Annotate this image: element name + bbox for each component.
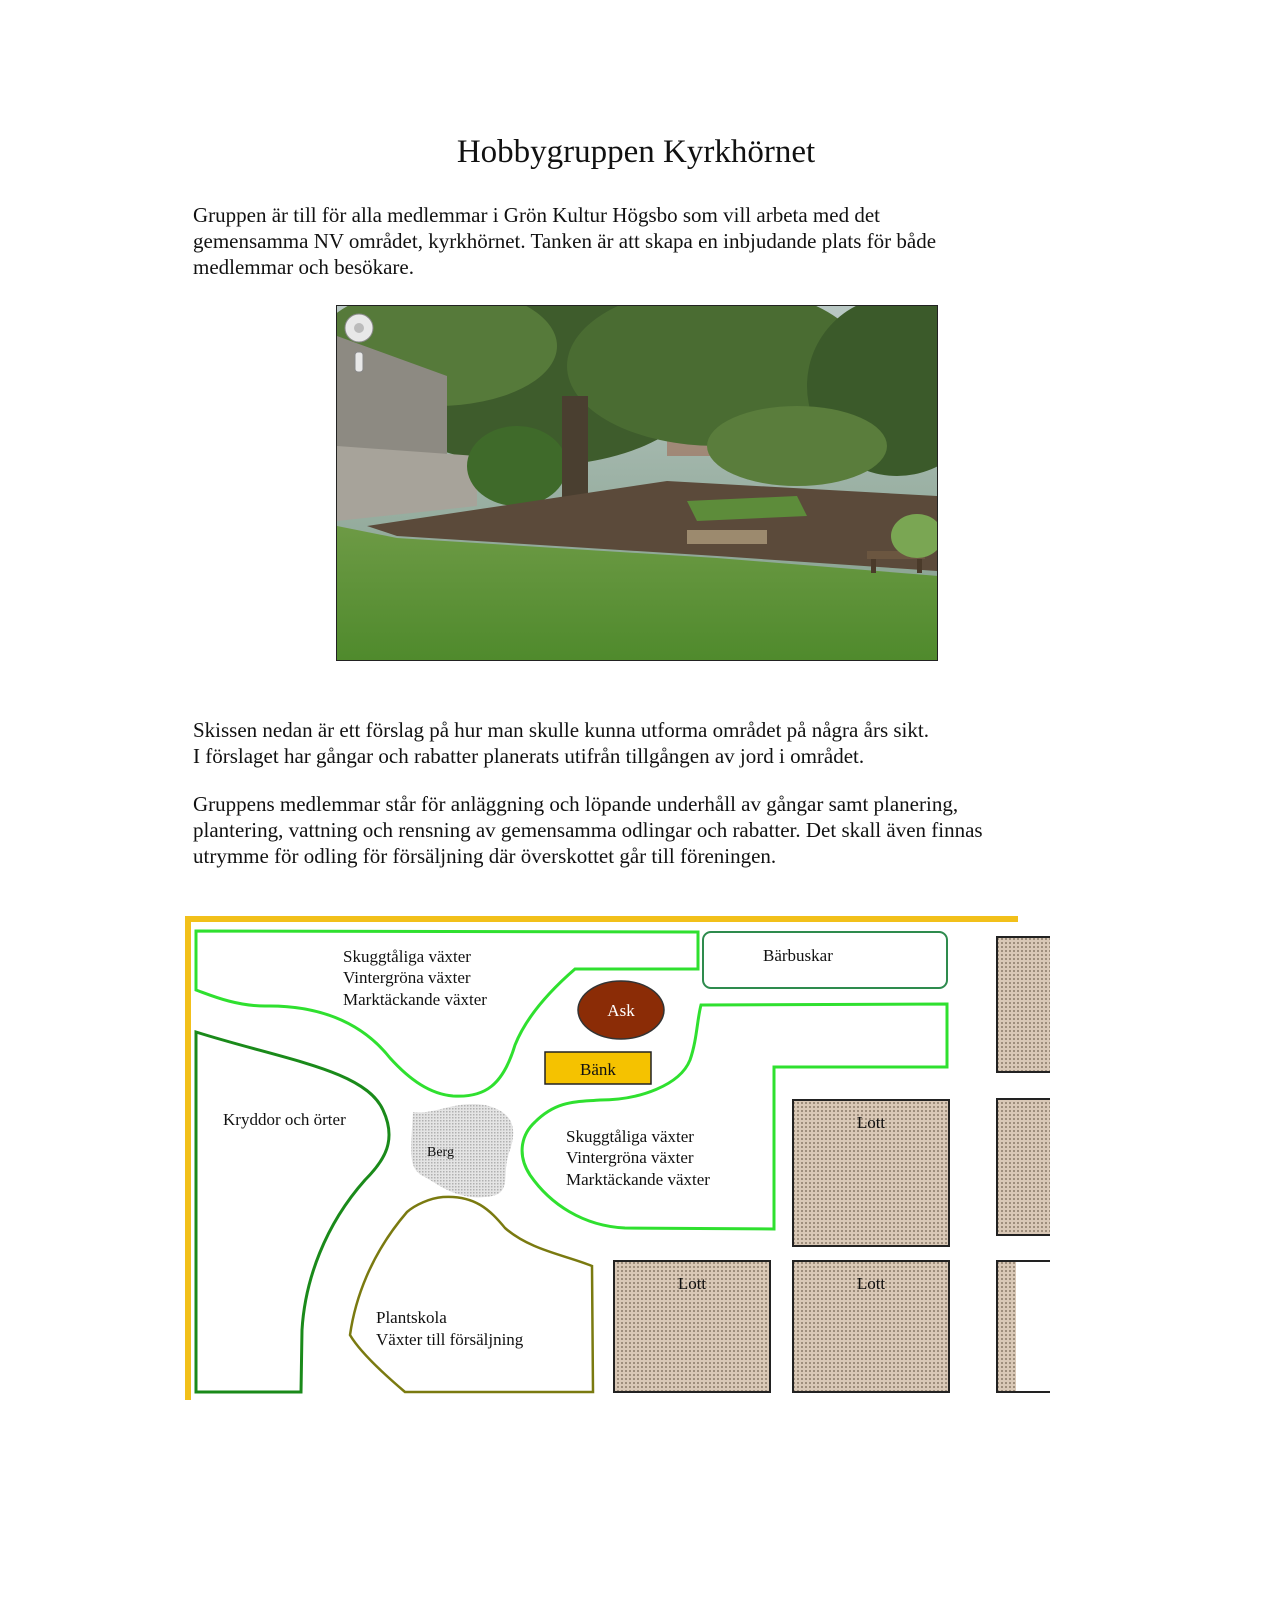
bench-label: Bänk [580,1060,616,1079]
sketch-line: I förslaget har gångar och rabatter planerats utifrån tillgången av jord i området. [193,744,865,768]
members-paragraph [193,791,1093,869]
center-bed-label: Skuggtåliga växter [566,1127,694,1146]
center-bed-label: Marktäckande växter [566,1170,710,1189]
herbs-bed [196,1032,389,1392]
garden-plan [185,910,1050,1410]
nursery-label: Växter till försäljning [376,1330,524,1349]
plot-label: Lott [856,1113,886,1132]
strip-plot [997,937,1050,1072]
tree-label: Ask [607,1001,635,1020]
rock-label: Berg [427,1145,454,1160]
garden-photo [336,305,938,661]
top-left-bed-label: Marktäckande växter [343,990,487,1009]
plot-label: Lott [677,1274,707,1293]
intro-line: Gruppen är till för alla medlemmar i Grön Kultur Högsbo som vill arbeta med det [193,203,880,227]
members-line: Gruppens medlemmar står för anläggning och löpande underhåll av gångar samt planering, [193,792,959,816]
sketch-paragraph [193,717,1093,769]
members-line: utrymme för odling för försäljning där överskottet går till föreningen. [193,844,777,868]
strip-plot-fill [998,1262,1016,1391]
sketch-line: Skissen nedan är ett förslag på hur man skulle kunna utforma området på några års sikt. [193,718,929,742]
nursery-bed [350,1197,593,1392]
strip-plot [997,1099,1050,1235]
top-left-bed-label: Vintergröna växter [343,968,471,987]
intro-line: medlemmar och besökare. [193,255,414,279]
top-left-bed-label: Skuggtåliga växter [343,947,471,966]
nursery-label: Plantskola [376,1308,447,1327]
intro-line: gemensamma NV området, kyrkhörnet. Tanken är att skapa en inbjudande plats för både [193,229,937,253]
center-bed-label: Vintergröna växter [566,1148,694,1167]
page-title: Hobbygruppen Kyrkhörnet [456,134,816,170]
herbs-label: Kryddor och örter [223,1110,346,1129]
berry-label: Bärbuskar [763,946,833,965]
members-line: plantering, vattning och rensning av gemensamma odlingar och rabatter. Det skall även finnas [193,818,983,842]
intro-paragraph [193,202,1093,280]
plot-label: Lott [856,1274,886,1293]
